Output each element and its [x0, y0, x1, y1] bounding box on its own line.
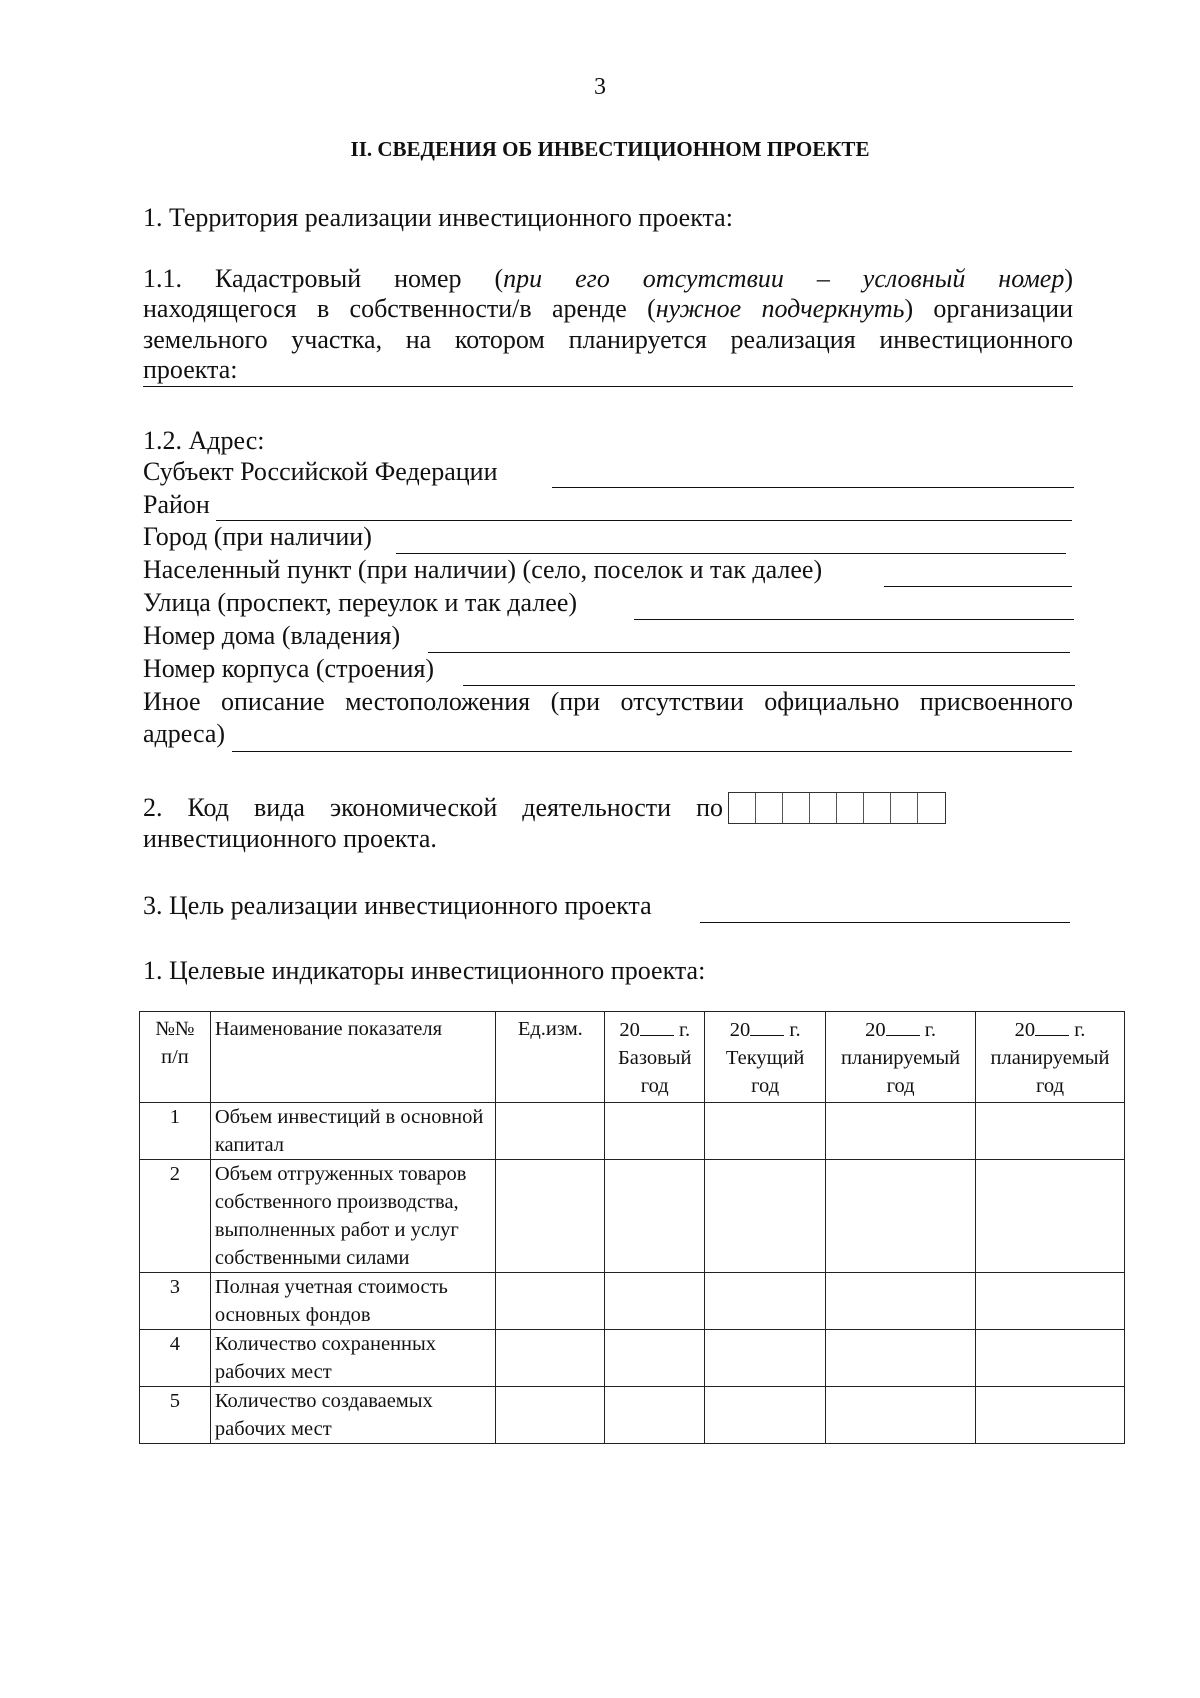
italic-word: –: [816, 264, 830, 293]
year-blank[interactable]: [750, 1015, 784, 1036]
goal-field[interactable]: [700, 922, 1070, 923]
item-1-1-line-3: земельного участка, на котором планируется реализация инвестиционного: [143, 325, 1073, 354]
address-district-label: Район: [143, 490, 210, 519]
address-other-line-2: адреса): [143, 719, 226, 748]
italic-text: нужное подчеркнуть: [655, 294, 905, 323]
year-word: год: [1036, 1075, 1065, 1097]
italic-word: его: [575, 264, 610, 293]
year-word: год: [886, 1075, 915, 1097]
year-prefix: 20: [865, 1019, 886, 1041]
year-blank[interactable]: [886, 1015, 920, 1036]
house-field[interactable]: [428, 652, 1070, 653]
row-name: Объем отгруженных товаров собственного производства, выполненных работ и услуг собственными силами: [210, 1160, 496, 1273]
address-house-label: Номер дома (владения): [143, 621, 401, 650]
item-1-1-line-1: [143, 263, 1073, 295]
item-2-line-1: 2. Код вида экономической деятельности по: [143, 793, 723, 822]
code-box[interactable]: [729, 793, 756, 823]
item-1-1-line-2: [143, 293, 1073, 325]
row-num: 2: [140, 1160, 211, 1273]
address-street-label: Улица (проспект, переулок и так далее): [143, 588, 578, 617]
item-target-indicators: 1. Целевые индикаторы инвестиционного проекта:: [143, 956, 706, 985]
cell-current[interactable]: [705, 1330, 826, 1387]
code-box[interactable]: [756, 793, 783, 823]
address-city-label: Город (при наличии): [143, 522, 372, 551]
base-label: Базовый: [617, 1047, 692, 1069]
code-box[interactable]: [783, 793, 810, 823]
year-word: год: [640, 1075, 669, 1097]
italic-word: номер: [998, 264, 1065, 293]
cell-unit[interactable]: [496, 1160, 605, 1273]
cell-planned-2[interactable]: [976, 1103, 1125, 1160]
row-name: Объем инвестиций в основной капитал: [210, 1103, 496, 1160]
code-box[interactable]: [837, 793, 864, 823]
address-heading: 1.2. Адрес:: [143, 426, 265, 455]
cell-unit[interactable]: [496, 1330, 605, 1387]
cell-planned-2[interactable]: [976, 1387, 1125, 1444]
table-header-row: [140, 1012, 1125, 1103]
item-1-1-prefix: 1.1. Кадастровый номер (: [143, 264, 504, 293]
cell-base[interactable]: [605, 1330, 705, 1387]
code-box[interactable]: [810, 793, 837, 823]
header-base-year: [605, 1012, 705, 1103]
table-row: [140, 1273, 1125, 1330]
year-suffix: г.: [789, 1019, 801, 1041]
address-building-label: Номер корпуса (строения): [143, 654, 435, 683]
address-subject-label: Субъект Российской Федерации: [143, 457, 498, 486]
item-3-goal-label: 3. Цель реализации инвестиционного проекта: [143, 891, 652, 920]
cell-planned-2[interactable]: [976, 1273, 1125, 1330]
item-1-territory: 1. Территория реализации инвестиционного проекта:: [143, 203, 733, 232]
year-prefix: 20: [619, 1019, 640, 1041]
cell-unit[interactable]: [496, 1103, 605, 1160]
cell-current[interactable]: [705, 1160, 826, 1273]
cell-current[interactable]: [705, 1103, 826, 1160]
indicators-table: [139, 1011, 1125, 1444]
header-num-line-2: п/п: [161, 1046, 189, 1068]
cadastral-number-field[interactable]: [143, 386, 1073, 387]
header-num: [140, 1012, 211, 1103]
italic-word: при: [503, 264, 543, 293]
cell-base[interactable]: [605, 1273, 705, 1330]
italic-word: отсутствии: [642, 264, 784, 293]
item-1-1-line-4: проекта:: [143, 355, 238, 384]
cell-unit[interactable]: [496, 1273, 605, 1330]
cell-planned-2[interactable]: [976, 1160, 1125, 1273]
planned-label: планируемый: [841, 1047, 961, 1069]
close-paren: ): [1064, 264, 1074, 293]
year-word: год: [751, 1075, 780, 1097]
cell-current[interactable]: [705, 1387, 826, 1444]
header-planned-year-1: [826, 1012, 976, 1103]
cell-planned-1[interactable]: [826, 1160, 976, 1273]
code-box[interactable]: [918, 793, 945, 823]
cell-current[interactable]: [705, 1273, 826, 1330]
year-suffix: г.: [1074, 1019, 1086, 1041]
page-number: 3: [594, 74, 606, 100]
text: находящегося в собственности/в аренде (: [143, 294, 656, 323]
code-box[interactable]: [864, 793, 891, 823]
table-row: [140, 1103, 1125, 1160]
code-box[interactable]: [891, 793, 918, 823]
row-name: Полная учетная стоимость основных фондов: [210, 1273, 496, 1330]
cell-planned-1[interactable]: [826, 1273, 976, 1330]
row-num: 1: [140, 1103, 211, 1160]
header-num-line-1: №№: [155, 1018, 195, 1040]
cell-base[interactable]: [605, 1103, 705, 1160]
header-current-year: [705, 1012, 826, 1103]
cell-base[interactable]: [605, 1160, 705, 1273]
activity-code-boxes[interactable]: [728, 792, 946, 824]
table-row: [140, 1387, 1125, 1444]
year-prefix: 20: [729, 1019, 751, 1041]
street-field[interactable]: [634, 619, 1074, 620]
subject-field[interactable]: [552, 487, 1074, 488]
section-title: II. СВЕДЕНИЯ ОБ ИНВЕСТИЦИОННОМ ПРОЕКТЕ: [350, 137, 870, 161]
year-suffix: г.: [924, 1019, 936, 1041]
text: ) организации: [904, 294, 1073, 323]
row-num: 3: [140, 1273, 211, 1330]
header-name: Наименование показателя: [210, 1012, 496, 1103]
row-num: 4: [140, 1330, 211, 1387]
year-blank[interactable]: [1035, 1015, 1069, 1036]
cell-planned-1[interactable]: [826, 1330, 976, 1387]
row-num: 5: [140, 1387, 211, 1444]
cell-planned-1[interactable]: [826, 1103, 976, 1160]
current-label: Текущий: [725, 1047, 805, 1069]
italic-word: условный: [862, 264, 966, 293]
header-planned-year-2: [976, 1012, 1125, 1103]
address-other-line-1: Иное описание местоположения (при отсутствии официально присвоенного: [143, 687, 1073, 716]
cell-planned-2[interactable]: [976, 1330, 1125, 1387]
year-blank[interactable]: [640, 1015, 674, 1036]
header-unit: Ед.изм.: [496, 1012, 605, 1103]
item-2-line-2: инвестиционного проекта.: [143, 824, 437, 853]
year-suffix: г.: [678, 1019, 691, 1041]
cell-planned-1[interactable]: [826, 1387, 976, 1444]
row-name: Количество создаваемых рабочих мест: [210, 1387, 496, 1444]
cell-unit[interactable]: [496, 1387, 605, 1444]
table-row: [140, 1160, 1125, 1273]
table-row: [140, 1330, 1125, 1387]
cell-base[interactable]: [605, 1387, 705, 1444]
planned-label: планируемый: [990, 1047, 1110, 1069]
other-location-field[interactable]: [232, 751, 1072, 752]
row-name: Количество сохраненных рабочих мест: [210, 1330, 496, 1387]
settlement-field[interactable]: [884, 586, 1072, 587]
year-prefix: 20: [1014, 1019, 1036, 1041]
address-settlement-label: Населенный пункт (при наличии) (село, поселок и так далее): [143, 555, 823, 584]
